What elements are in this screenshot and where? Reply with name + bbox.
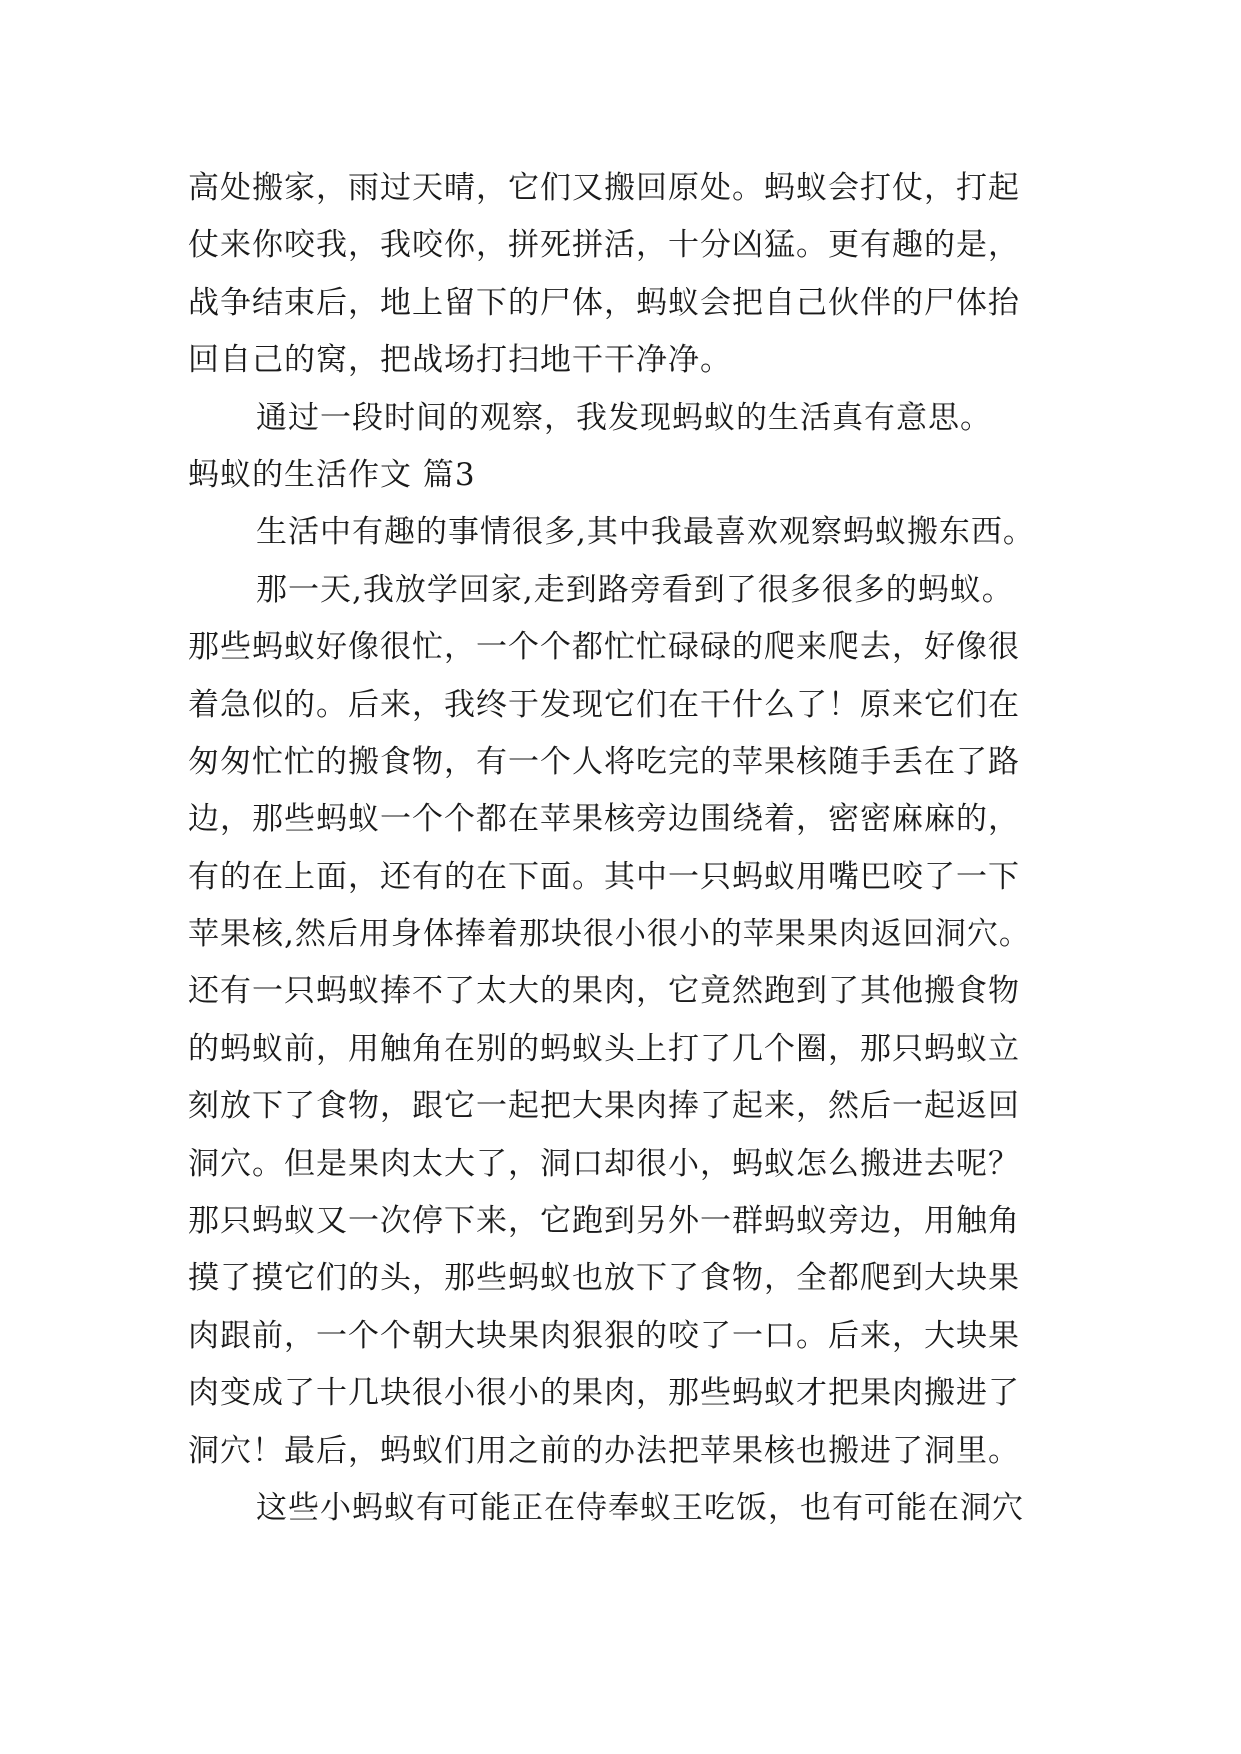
text-line: 那些蚂蚁好像很忙，一个个都忙忙碌碌的爬来爬去，好像很: [188, 629, 1020, 666]
text-line: 有的在上面，还有的在下面。其中一只蚂蚁用嘴巴咬了一下: [188, 858, 1020, 895]
text-block: [188, 160, 1068, 1537]
text-line: 回自己的窝，把战场打扫地干干净净。: [188, 342, 732, 379]
text-line: 着急似的。后来，我终于发现它们在干什么了！原来它们在: [188, 686, 1020, 723]
text-line: 通过一段时间的观察，我发现蚂蚁的生活真有意思。: [256, 399, 992, 436]
text-line: 苹果核,然后用身体捧着那块很小很小的苹果果肉返回洞穴。: [188, 916, 1031, 953]
text-line: 的蚂蚁前，用触角在别的蚂蚁头上打了几个圈，那只蚂蚁立: [188, 1030, 1020, 1067]
section-heading: 蚂蚁的生活作文 篇3: [188, 456, 476, 493]
text-line: 洞穴。但是果肉太大了，洞口却很小，蚂蚁怎么搬进去呢？: [188, 1145, 1020, 1182]
text-line: 还有一只蚂蚁捧不了太大的果肉，它竟然跑到了其他搬食物: [188, 973, 1020, 1010]
text-line: 高处搬家，雨过天晴，它们又搬回原处。蚂蚁会打仗，打起: [188, 170, 1020, 206]
text-line: 那只蚂蚁又一次停下来，它跑到另外一群蚂蚁旁边，用触角: [188, 1203, 1020, 1240]
text-line: 洞穴！最后，蚂蚁们用之前的办法把苹果核也搬进了洞里。: [188, 1432, 1020, 1469]
text-line: 生活中有趣的事情很多,其中我最喜欢观察蚂蚁搬东西。: [256, 514, 1035, 551]
text-line: 匆匆忙忙的搬食物，有一个人将吃完的苹果核随手丢在了路: [188, 743, 1020, 780]
text-line: 摸了摸它们的头，那些蚂蚁也放下了食物，全都爬到大块果: [188, 1260, 1020, 1297]
text-line: 边，那些蚂蚁一个个都在苹果核旁边围绕着，密密麻麻的，: [188, 801, 1020, 838]
text-line: 战争结束后，地上留下的尸体，蚂蚁会把自己伙伴的尸体抬: [188, 284, 1020, 321]
text-line: 肉跟前，一个个朝大块果肉狠狠的咬了一口。后来，大块果: [188, 1317, 1020, 1354]
text-line: 那一天,我放学回家,走到路旁看到了很多很多的蚂蚁。: [256, 571, 1014, 608]
text-line: 刻放下了食物，跟它一起把大果肉捧了起来，然后一起返回: [188, 1088, 1020, 1125]
text-line: 肉变成了十几块很小很小的果肉，那些蚂蚁才把果肉搬进了: [188, 1375, 1020, 1412]
text-line: 仗来你咬我，我咬你，拼死拼活，十分凶猛。更有趣的是，: [188, 227, 1020, 264]
text-line: 这些小蚂蚁有可能正在侍奉蚁王吃饭，也有可能在洞穴: [256, 1489, 1024, 1526]
